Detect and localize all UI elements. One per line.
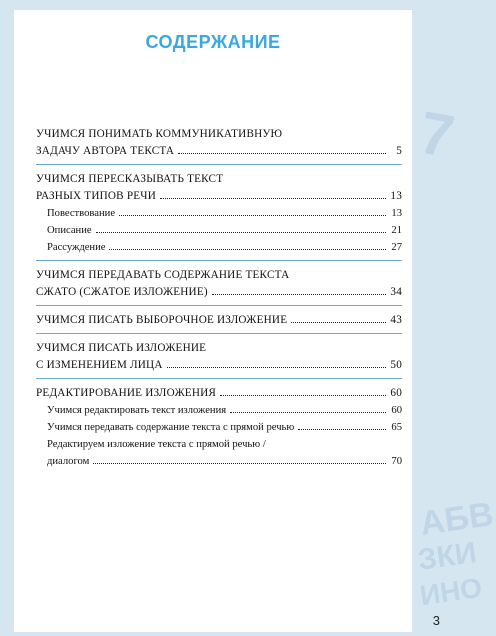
- dot-leader: [220, 395, 386, 396]
- entry-title: Учимся передавать содержание текста с прямой речью: [47, 422, 295, 433]
- entry-title: УЧИМСЯ ПОНИМАТЬ КОММУНИКАТИВНУЮ: [36, 128, 283, 140]
- dot-leader: [93, 463, 386, 464]
- entry-page: 60: [390, 387, 402, 399]
- entry-page: 34: [390, 286, 402, 298]
- entry-page: 43: [390, 314, 402, 326]
- entry-title: УЧИМСЯ ПЕРЕСКАЗЫВАТЬ ТЕКСТ: [36, 173, 224, 185]
- toc-subentry[interactable]: [36, 436, 402, 453]
- entry-title: диалогом: [47, 456, 90, 467]
- entry-title: РАЗНЫХ ТИПОВ РЕЧИ: [36, 190, 157, 202]
- toc-subentry[interactable]: [36, 222, 402, 239]
- page-title: СОДЕРЖАНИЕ: [145, 32, 281, 52]
- toc-entry[interactable]: [36, 126, 402, 143]
- entry-title: РЕДАКТИРОВАНИЕ ИЗЛОЖЕНИЯ: [36, 387, 217, 399]
- dot-leader: [291, 322, 386, 323]
- entry-title: Учимся редактировать текст изложения: [47, 405, 227, 416]
- entry-title: ЗАДАЧУ АВТОРА ТЕКСТА: [36, 145, 175, 157]
- dot-leader: [167, 367, 386, 368]
- entry-page: 65: [391, 422, 402, 433]
- entry-title: Редактируем изложение текста с прямой речью /: [47, 439, 266, 450]
- entry-title: УЧИМСЯ ПИСАТЬ ВЫБОРОЧНОЕ ИЗЛОЖЕНИЕ: [36, 314, 288, 326]
- toc-subentry[interactable]: [36, 205, 402, 222]
- toc-entry[interactable]: [36, 188, 402, 205]
- entry-title: УЧИМСЯ ПЕРЕДАВАТЬ СОДЕРЖАНИЕ ТЕКСТА: [36, 269, 290, 281]
- entry-page: 50: [390, 359, 402, 371]
- entry-title: СЖАТО (СЖАТОЕ ИЗЛОЖЕНИЕ): [36, 286, 208, 298]
- dot-leader: [298, 429, 386, 430]
- toc-entry[interactable]: [36, 340, 402, 357]
- entry-title: Описание: [47, 225, 92, 236]
- dot-leader: [178, 153, 386, 154]
- section-divider: [36, 305, 402, 306]
- toc-entry[interactable]: [36, 284, 402, 301]
- section-divider: [36, 260, 402, 261]
- contents-page: [14, 10, 412, 632]
- toc-subentry[interactable]: [36, 419, 402, 436]
- toc-subentry[interactable]: [36, 453, 402, 470]
- entry-title: УЧИМСЯ ПИСАТЬ ИЗЛОЖЕНИЕ: [36, 342, 207, 354]
- entry-page: 13: [391, 208, 402, 219]
- dot-leader: [109, 249, 386, 250]
- entry-title: Рассуждение: [47, 242, 106, 253]
- toc-entry[interactable]: [36, 143, 402, 160]
- dot-leader: [160, 198, 386, 199]
- page-number: 3: [432, 613, 440, 628]
- toc-entry[interactable]: [36, 357, 402, 374]
- toc-subentry[interactable]: [36, 239, 402, 256]
- dot-leader: [96, 232, 386, 233]
- entry-page: 5: [396, 145, 402, 157]
- toc-entry[interactable]: [36, 267, 402, 284]
- entry-page: 27: [391, 242, 402, 253]
- section-divider: [36, 164, 402, 165]
- dot-leader: [119, 215, 386, 216]
- entry-page: 21: [391, 225, 402, 236]
- entry-title: С ИЗМЕНЕНИЕМ ЛИЦА: [36, 359, 163, 371]
- toc-entry[interactable]: [36, 385, 402, 402]
- toc-subentry[interactable]: [36, 402, 402, 419]
- table-of-contents: [36, 126, 402, 470]
- dot-leader: [230, 412, 386, 413]
- section-divider: [36, 378, 402, 379]
- background-decoration: АБВ ЗКИ ИНО 7: [414, 98, 496, 612]
- dot-leader: [212, 294, 386, 295]
- section-divider: [36, 333, 402, 334]
- entry-page: 70: [391, 456, 402, 467]
- entry-page: 13: [390, 190, 402, 202]
- entry-page: 60: [391, 405, 402, 416]
- entry-title: Повествование: [47, 208, 116, 219]
- toc-entry[interactable]: [36, 171, 402, 188]
- toc-entry[interactable]: [36, 312, 402, 329]
